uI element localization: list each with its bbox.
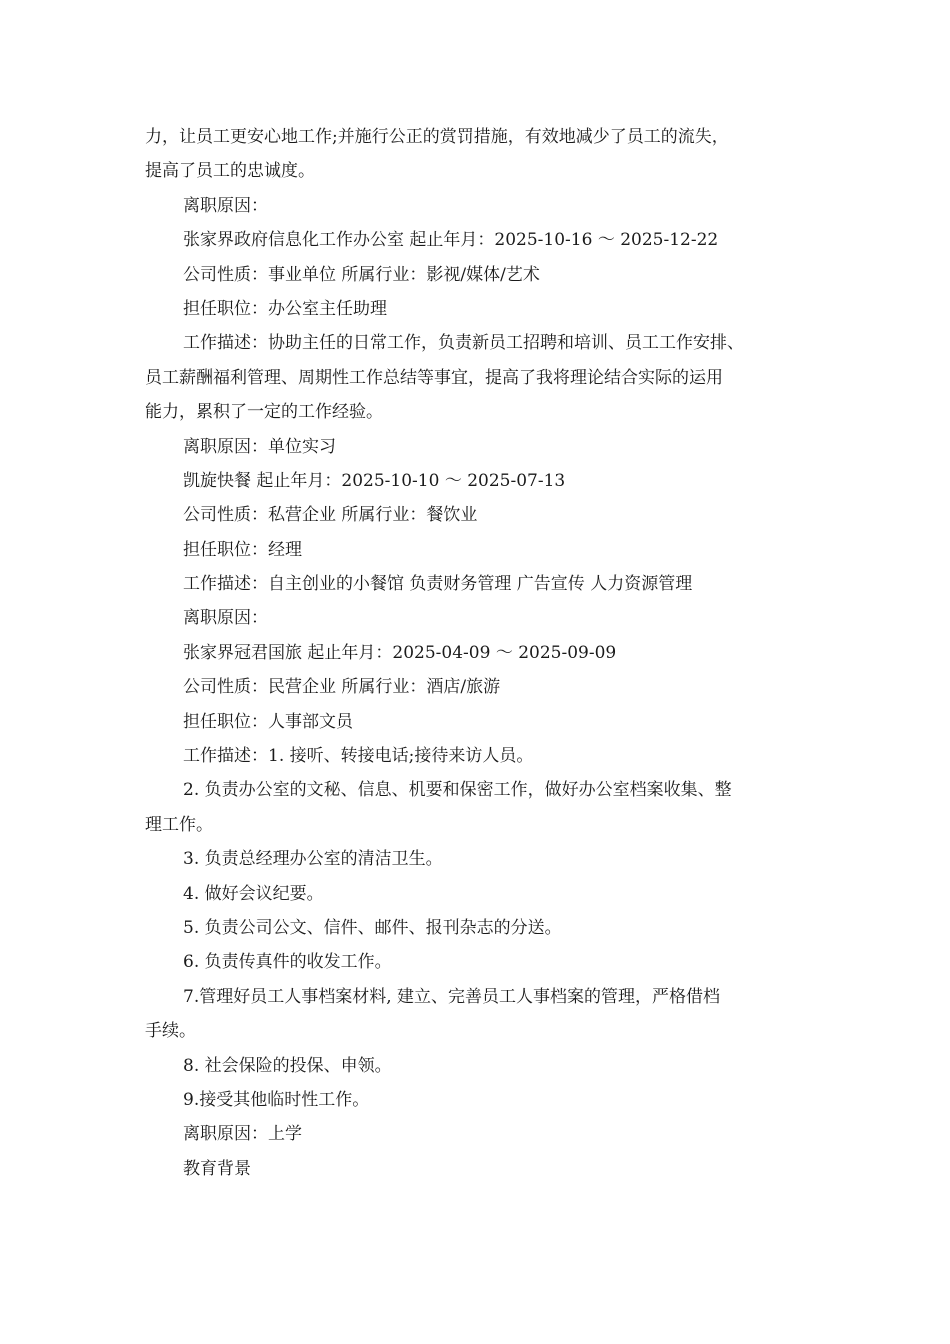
text-line: 工作描述：1. 接听、转接电话;接待来访人员。 <box>183 746 534 767</box>
text-line: 离职原因：上学 <box>183 1124 302 1145</box>
text-line: 4. 做好会议纪要。 <box>183 883 324 904</box>
text-line: 公司性质：民营企业 所属行业：酒店/旅游 <box>183 677 501 698</box>
document-body <box>145 120 810 1186</box>
text-line: 工作描述：协助主任的日常工作，负责新员工招聘和培训、员工工作安排、 <box>183 333 744 354</box>
text-line: 3. 负责总经理办公室的清洁卫生。 <box>183 849 443 870</box>
text-line: 能力，累积了一定的工作经验。 <box>145 402 383 423</box>
text-line: 担任职位：经理 <box>183 539 302 560</box>
text-line: 8. 社会保险的投保、申领。 <box>183 1055 392 1076</box>
text-line: 员工薪酬福利管理、周期性工作总结等事宜，提高了我将理论结合实际的运用 <box>145 367 723 388</box>
text-line: 6. 负责传真件的收发工作。 <box>183 952 392 973</box>
text-line: 手续。 <box>145 1021 196 1042</box>
text-line: 担任职位：办公室主任助理 <box>183 298 387 319</box>
text-line: 公司性质：私营企业 所属行业：餐饮业 <box>183 505 478 526</box>
text-line: 离职原因： <box>183 195 268 216</box>
text-line: 工作描述：自主创业的小餐馆 负责财务管理 广告宣传 人力资源管理 <box>183 574 693 595</box>
text-line: 离职原因：单位实习 <box>183 436 336 457</box>
text-line: 担任职位：人事部文员 <box>183 711 353 732</box>
text-line: 9.接受其他临时性工作。 <box>183 1089 370 1110</box>
text-line: 理工作。 <box>145 814 213 835</box>
text-line: 公司性质：事业单位 所属行业：影视/媒体/艺术 <box>183 264 540 285</box>
text-line: 7.管理好员工人事档案材料, 建立、完善员工人事档案的管理，严格借档 <box>183 986 721 1007</box>
text-line: 凯旋快餐 起止年月：2025-10-10 ～ 2025-07-13 <box>183 470 566 491</box>
text-line: 2. 负责办公室的文秘、信息、机要和保密工作，做好办公室档案收集、整 <box>183 780 732 801</box>
text-line: 张家界政府信息化工作办公室 起止年月：2025-10-16 ～ 2025-12-22 <box>183 230 719 251</box>
text-line: 提高了员工的忠诚度。 <box>145 161 315 182</box>
text-line: 力，让员工更安心地工作;并施行公正的赏罚措施，有效地减少了员工的流失， <box>145 127 729 147</box>
text-line: 5. 负责公司公文、信件、邮件、报刊杂志的分送。 <box>183 917 562 938</box>
text-line: 离职原因： <box>183 608 268 629</box>
text-line: 教育背景 <box>183 1158 251 1179</box>
text-line: 张家界冠君国旅 起止年月：2025-04-09 ～ 2025-09-09 <box>183 642 617 663</box>
